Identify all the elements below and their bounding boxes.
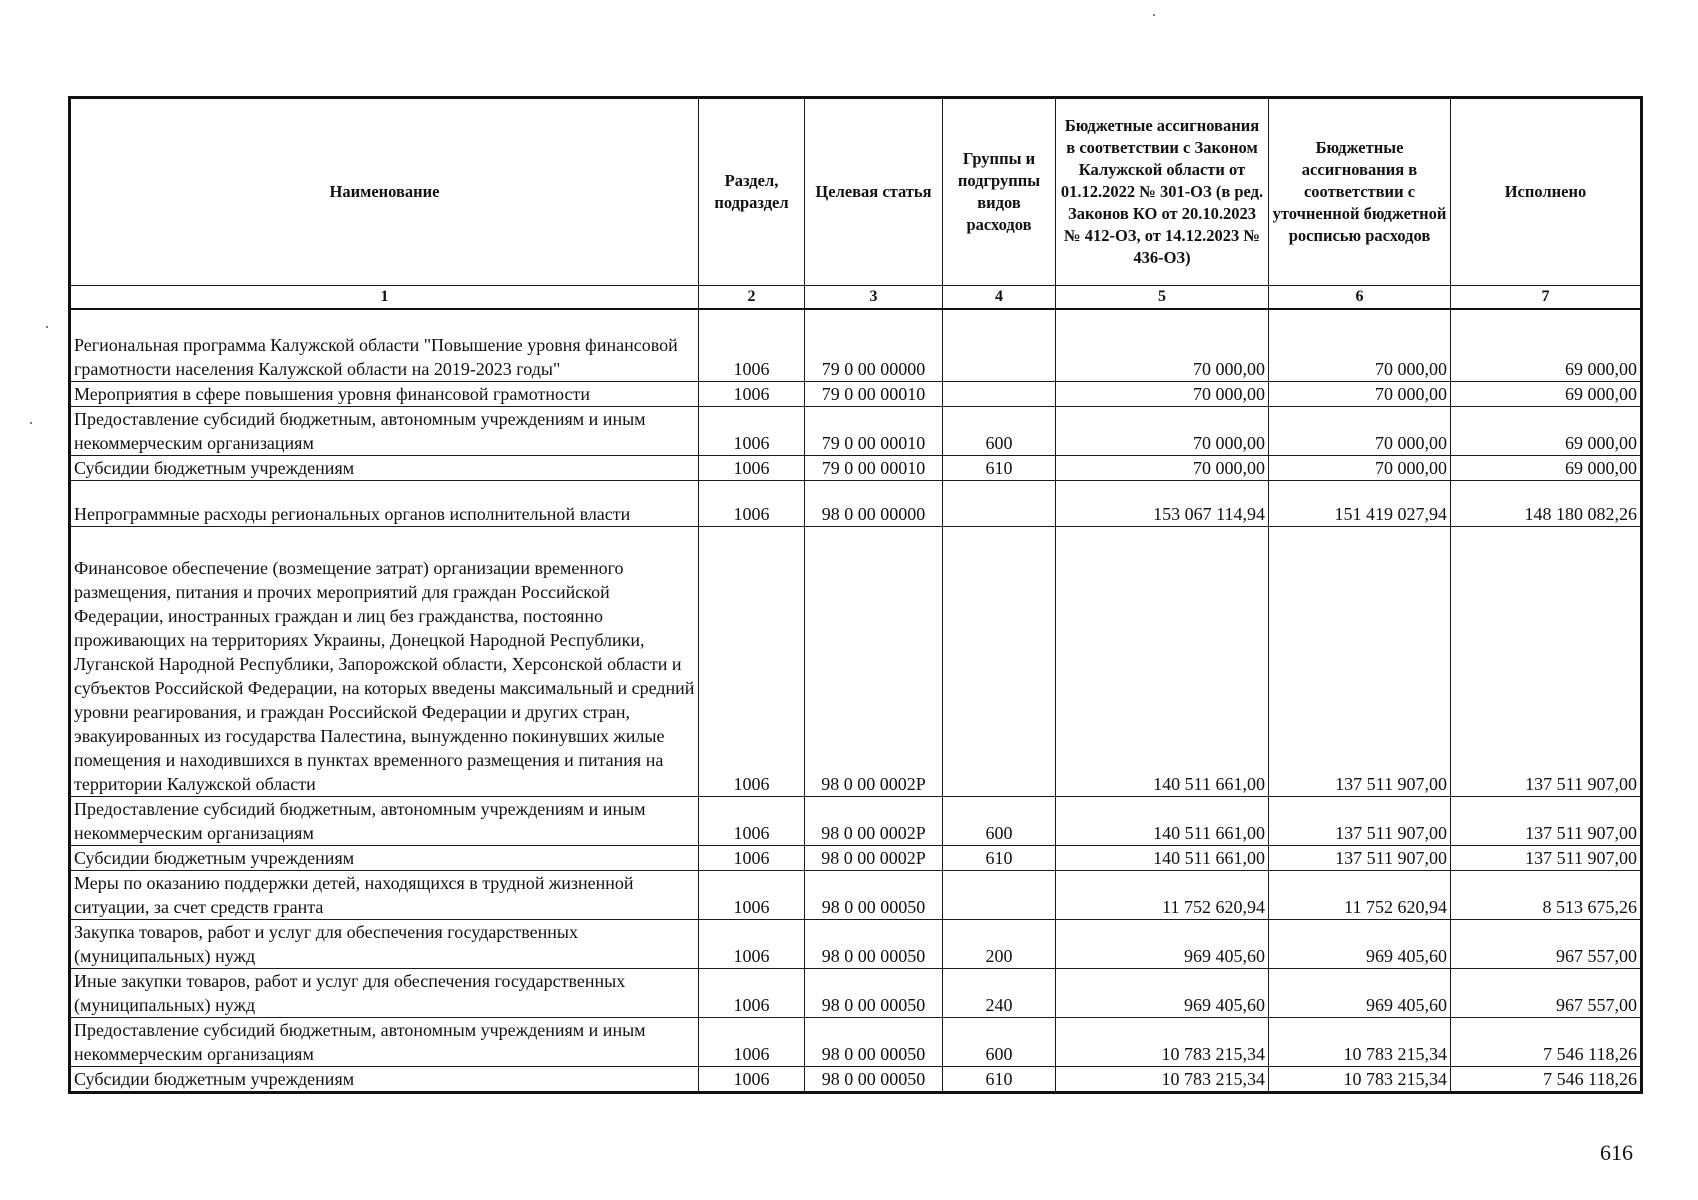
row-name: Субсидии бюджетным учреждениям (70, 455, 699, 480)
row-section: 1006 (699, 919, 805, 968)
row-article: 79 0 00 00000 (805, 309, 943, 381)
header-law-allocation: Бюджетные ассигнования в соответствии с Законом Калужской области от 01.12.2022 № 301-ОЗ (в ред. Законов КО от 20.10.2023 № 412-ОЗ, от 14.12.2023 № 436-ОЗ) (1056, 98, 1269, 286)
row-executed: 148 180 082,26 (1451, 480, 1642, 526)
scan-speck (46, 326, 48, 328)
table-row (70, 870, 1642, 919)
row-updated-allocation: 137 511 907,00 (1269, 796, 1451, 845)
row-expense-group: 610 (943, 1066, 1056, 1092)
row-executed: 7 546 118,26 (1451, 1066, 1642, 1092)
row-section: 1006 (699, 406, 805, 455)
table-row (70, 968, 1642, 1017)
row-section: 1006 (699, 1066, 805, 1092)
row-expense-group: 600 (943, 1017, 1056, 1066)
column-number: 2 (699, 286, 805, 310)
header-executed: Исполнено (1451, 98, 1642, 286)
row-executed: 7 546 118,26 (1451, 1017, 1642, 1066)
row-section: 1006 (699, 870, 805, 919)
header-expense-group: Группы и подгруппы видов расходов (943, 98, 1056, 286)
row-name: Меры по оказанию поддержки детей, находящихся в трудной жизненной ситуации, за счет средств гранта (70, 870, 699, 919)
table-row (70, 480, 1642, 526)
row-executed: 137 511 907,00 (1451, 845, 1642, 870)
column-number-row (70, 286, 1642, 310)
row-executed: 967 557,00 (1451, 968, 1642, 1017)
row-updated-allocation: 70 000,00 (1269, 381, 1451, 406)
row-article: 79 0 00 00010 (805, 406, 943, 455)
row-name: Мероприятия в сфере повышения уровня финансовой грамотности (70, 381, 699, 406)
row-law-allocation: 10 783 215,34 (1056, 1066, 1269, 1092)
row-executed: 137 511 907,00 (1451, 526, 1642, 796)
row-section: 1006 (699, 526, 805, 796)
row-law-allocation: 70 000,00 (1056, 455, 1269, 480)
column-number: 7 (1451, 286, 1642, 310)
row-executed: 69 000,00 (1451, 406, 1642, 455)
table-row (70, 1066, 1642, 1092)
row-name: Финансовое обеспечение (возмещение затрат) организации временного размещения, питания и прочих мероприятий для граждан Российской Федерации, иностранных граждан и лиц без гражданства, постоянно проживающих на территориях Украины, Донецкой Народной Республики, Луганской Народной Республики, Запорожской области, Херсонской области и субъектов Российской Федерации, на которых введены максимальный и средний уровни реагирования, и граждан Российской Федерации и других стран, эвакуированных из государства Палестина, вынужденно покинувших жилые помещения и находившихся в пунктах временного размещения и питания на территории Калужской области (70, 526, 699, 796)
row-section: 1006 (699, 968, 805, 1017)
row-name: Иные закупки товаров, работ и услуг для обеспечения государственных (муниципальных) нужд (70, 968, 699, 1017)
row-article: 98 0 00 00050 (805, 870, 943, 919)
row-expense-group (943, 870, 1056, 919)
row-updated-allocation: 10 783 215,34 (1269, 1066, 1451, 1092)
table-row (70, 1017, 1642, 1066)
table-row (70, 406, 1642, 455)
column-number: 1 (70, 286, 699, 310)
row-law-allocation: 969 405,60 (1056, 919, 1269, 968)
table-row (70, 919, 1642, 968)
row-law-allocation: 140 511 661,00 (1056, 796, 1269, 845)
row-law-allocation: 70 000,00 (1056, 309, 1269, 381)
table-row (70, 309, 1642, 381)
row-law-allocation: 153 067 114,94 (1056, 480, 1269, 526)
table-row (70, 526, 1642, 796)
row-name: Непрограммные расходы региональных органов исполнительной власти (70, 480, 699, 526)
row-article: 79 0 00 00010 (805, 455, 943, 480)
row-article: 98 0 00 0002Р (805, 526, 943, 796)
row-executed: 69 000,00 (1451, 309, 1642, 381)
row-expense-group: 200 (943, 919, 1056, 968)
row-section: 1006 (699, 381, 805, 406)
header-section: Раздел, подраздел (699, 98, 805, 286)
row-name: Закупка товаров, работ и услуг для обеспечения государственных (муниципальных) нужд (70, 919, 699, 968)
row-section: 1006 (699, 1017, 805, 1066)
table-row (70, 381, 1642, 406)
table-body (70, 309, 1642, 1092)
row-article: 98 0 00 0002Р (805, 845, 943, 870)
row-article: 98 0 00 00050 (805, 1017, 943, 1066)
row-updated-allocation: 10 783 215,34 (1269, 1017, 1451, 1066)
column-number: 3 (805, 286, 943, 310)
column-number: 6 (1269, 286, 1451, 310)
row-section: 1006 (699, 796, 805, 845)
row-executed: 8 513 675,26 (1451, 870, 1642, 919)
row-expense-group: 240 (943, 968, 1056, 1017)
scan-speck (1153, 14, 1155, 16)
row-updated-allocation: 969 405,60 (1269, 968, 1451, 1017)
row-law-allocation: 140 511 661,00 (1056, 526, 1269, 796)
row-expense-group (943, 480, 1056, 526)
row-section: 1006 (699, 455, 805, 480)
row-executed: 69 000,00 (1451, 381, 1642, 406)
row-updated-allocation: 11 752 620,94 (1269, 870, 1451, 919)
row-updated-allocation: 70 000,00 (1269, 309, 1451, 381)
row-section: 1006 (699, 480, 805, 526)
row-article: 98 0 00 0002Р (805, 796, 943, 845)
row-law-allocation: 969 405,60 (1056, 968, 1269, 1017)
row-updated-allocation: 151 419 027,94 (1269, 480, 1451, 526)
row-expense-group (943, 309, 1056, 381)
row-name: Субсидии бюджетным учреждениям (70, 845, 699, 870)
row-law-allocation: 70 000,00 (1056, 381, 1269, 406)
header-updated-allocation: Бюджетные ассигнования в соответствии с уточненной бюджетной росписью расходов (1269, 98, 1451, 286)
header-row (70, 98, 1642, 286)
row-expense-group: 600 (943, 796, 1056, 845)
row-article: 98 0 00 00000 (805, 480, 943, 526)
row-article: 98 0 00 00050 (805, 1066, 943, 1092)
row-law-allocation: 140 511 661,00 (1056, 845, 1269, 870)
row-section: 1006 (699, 309, 805, 381)
row-executed: 967 557,00 (1451, 919, 1642, 968)
row-updated-allocation: 969 405,60 (1269, 919, 1451, 968)
row-name: Региональная программа Калужской области "Повышение уровня финансовой грамотности населения Калужской области на 2019-2023 годы" (70, 309, 699, 381)
page-number: 616 (1600, 1140, 1633, 1165)
row-executed: 137 511 907,00 (1451, 796, 1642, 845)
row-updated-allocation: 137 511 907,00 (1269, 526, 1451, 796)
table-row (70, 796, 1642, 845)
row-name: Субсидии бюджетным учреждениям (70, 1066, 699, 1092)
column-number: 5 (1056, 286, 1269, 310)
row-law-allocation: 10 783 215,34 (1056, 1017, 1269, 1066)
row-name: Предоставление субсидий бюджетным, автономным учреждениям и иным некоммерческим организациям (70, 796, 699, 845)
header-name: Наименование (70, 98, 699, 286)
row-section: 1006 (699, 845, 805, 870)
row-article: 79 0 00 00010 (805, 381, 943, 406)
row-updated-allocation: 70 000,00 (1269, 455, 1451, 480)
row-expense-group: 600 (943, 406, 1056, 455)
row-updated-allocation: 137 511 907,00 (1269, 845, 1451, 870)
row-law-allocation: 11 752 620,94 (1056, 870, 1269, 919)
row-expense-group: 610 (943, 845, 1056, 870)
header-article: Целевая статья (805, 98, 943, 286)
row-expense-group: 610 (943, 455, 1056, 480)
table-row (70, 455, 1642, 480)
row-article: 98 0 00 00050 (805, 919, 943, 968)
scan-speck (30, 422, 32, 424)
table-row (70, 845, 1642, 870)
column-number: 4 (943, 286, 1056, 310)
row-law-allocation: 70 000,00 (1056, 406, 1269, 455)
row-expense-group (943, 526, 1056, 796)
row-name: Предоставление субсидий бюджетным, автономным учреждениям и иным некоммерческим организациям (70, 1017, 699, 1066)
row-article: 98 0 00 00050 (805, 968, 943, 1017)
row-executed: 69 000,00 (1451, 455, 1642, 480)
row-name: Предоставление субсидий бюджетным, автономным учреждениям и иным некоммерческим организациям (70, 406, 699, 455)
row-expense-group (943, 381, 1056, 406)
row-updated-allocation: 70 000,00 (1269, 406, 1451, 455)
budget-table (68, 96, 1643, 1094)
